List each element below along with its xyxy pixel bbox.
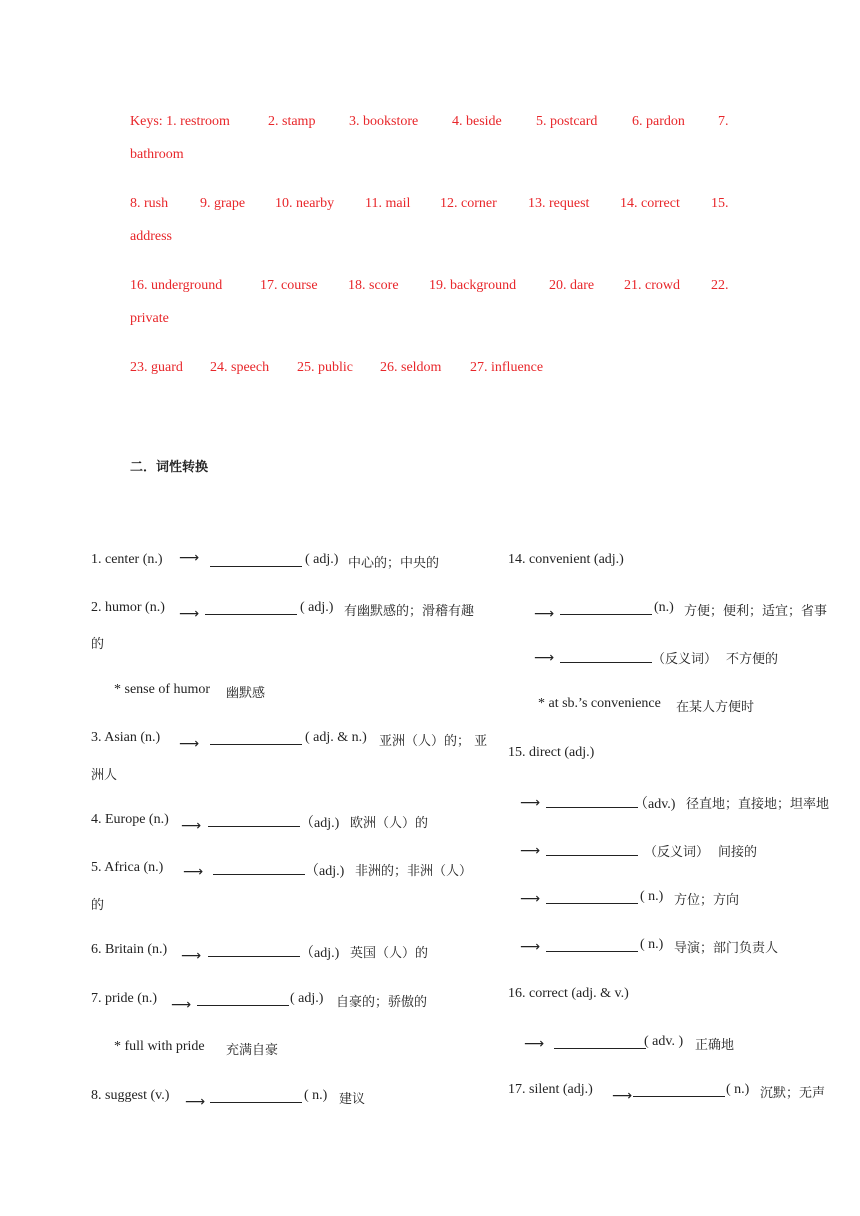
key-item: 25. public	[297, 360, 353, 375]
part-of-speech: （反义词）	[652, 652, 718, 667]
key-item: 18. score	[348, 278, 399, 293]
word: 3. Asian (n.)	[91, 730, 161, 745]
meaning: 导演；部门负责人	[674, 941, 779, 956]
note-meaning: 充满自豪	[226, 1043, 279, 1058]
answer-blank	[546, 891, 638, 904]
answer-blank	[208, 814, 300, 827]
answer-blank	[205, 602, 297, 615]
item-1	[91, 550, 440, 571]
part-of-speech: ( n.)	[304, 1088, 328, 1103]
key-item: 17. course	[260, 278, 318, 293]
answer-blank	[546, 939, 638, 952]
key-item: 4. beside	[452, 114, 502, 129]
key-item: 20. dare	[549, 278, 595, 293]
word: 2. humor (n.)	[91, 600, 165, 615]
key-item: 3. bookstore	[349, 114, 419, 129]
meaning-continued: 的	[91, 637, 105, 652]
arrow-icon: ⟶	[179, 606, 200, 622]
part-of-speech: ( n.)	[726, 1082, 750, 1097]
item-3	[91, 730, 488, 752]
key-item: 2. stamp	[268, 114, 316, 129]
meaning: 中心的；中央的	[348, 556, 440, 571]
item-5	[91, 860, 473, 880]
part-of-speech: （adj.)	[300, 816, 340, 831]
answer-blank	[208, 944, 300, 957]
item-2	[91, 600, 475, 622]
meaning: 欧洲（人）的	[350, 816, 429, 831]
item-8	[91, 1088, 366, 1110]
key-item: address	[130, 229, 172, 244]
answer-blank	[210, 1090, 302, 1103]
part-of-speech: （反义词）	[644, 845, 710, 860]
meaning: 方位；方向	[674, 893, 740, 908]
word: 4. Europe (n.)	[91, 812, 169, 827]
key-item: 5. postcard	[536, 114, 598, 129]
arrow-icon: ⟶	[520, 891, 541, 907]
part-of-speech: ( adj.)	[300, 600, 334, 615]
item-7	[91, 991, 428, 1013]
arrow-icon: ⟶	[534, 650, 555, 666]
answer-blank	[213, 862, 305, 875]
meaning: 自豪的；骄傲的	[336, 995, 428, 1010]
arrow-icon: ⟶	[179, 550, 200, 566]
key-item: 10. nearby	[275, 196, 335, 211]
item-6	[91, 942, 429, 964]
answer-blank	[210, 732, 302, 745]
item-17	[508, 1082, 826, 1104]
key-item: 13. request	[528, 196, 590, 211]
meaning: 间接的	[718, 845, 758, 860]
item-15: 15. direct (adj.)	[508, 745, 595, 760]
section-title: 二．词性转换	[130, 460, 209, 475]
word: 1. center (n.)	[91, 552, 163, 567]
key-item: bathroom	[130, 147, 184, 162]
part-of-speech: (n.)	[654, 600, 674, 615]
item-4	[91, 812, 429, 834]
key-item: 26. seldom	[380, 360, 442, 375]
meaning: 方便；便利；适宜；省事	[684, 604, 828, 619]
answer-blank	[560, 602, 652, 615]
meaning: 亚洲（人）的； 亚	[379, 734, 488, 749]
key-item: 12. corner	[440, 196, 497, 211]
note-text: * at sb.’s convenience	[538, 696, 661, 711]
key-item: 19. background	[429, 278, 517, 293]
part-of-speech: ( adj.)	[305, 552, 339, 567]
meaning-continued: 的	[91, 898, 105, 913]
meaning: 不方便的	[726, 652, 779, 667]
note-meaning: 在某人方便时	[676, 700, 755, 715]
key-item: 6. pardon	[632, 114, 685, 129]
answer-blank	[546, 795, 638, 808]
key-item: 22.	[711, 278, 729, 293]
note-pride	[114, 1039, 279, 1058]
word: 6. Britain (n.)	[91, 942, 168, 957]
key-item: 9. grape	[200, 196, 246, 211]
item-14: 14. convenient (adj.)	[508, 552, 624, 567]
key-item: Keys: 1. restroom	[130, 114, 230, 129]
word: 8. suggest (v.)	[91, 1088, 170, 1103]
answer-blank	[210, 554, 302, 567]
arrow-icon: ⟶	[520, 843, 541, 859]
arrow-icon: ⟶	[183, 864, 204, 880]
arrow-icon: ⟶	[181, 948, 202, 964]
meaning: 英国（人）的	[350, 946, 429, 961]
note-humor	[114, 682, 266, 701]
key-item: 8. rush	[130, 196, 169, 211]
key-item: 15.	[711, 196, 729, 211]
part-of-speech: （adv.)	[634, 797, 676, 812]
part-of-speech: （adj.)	[305, 864, 345, 879]
meaning: 沉默；无声	[760, 1086, 826, 1101]
note-text: * sense of humor	[114, 682, 211, 697]
key-item: 23. guard	[130, 360, 183, 375]
arrow-icon: ⟶	[612, 1088, 633, 1104]
answer-blank	[560, 650, 652, 663]
meaning: 有幽默感的；滑稽有趣	[344, 604, 475, 619]
key-item: 14. correct	[620, 196, 680, 211]
note-text: * full with pride	[114, 1039, 205, 1054]
meaning: 径直地；直接地；坦率地	[686, 797, 830, 812]
answer-blank	[554, 1036, 646, 1049]
part-of-speech: ( adv. )	[644, 1034, 684, 1049]
answer-blank	[197, 993, 289, 1006]
answer-blank	[546, 843, 638, 856]
item-16: 16. correct (adj. & v.)	[508, 986, 629, 1001]
arrow-icon: ⟶	[179, 736, 200, 752]
key-item: 24. speech	[210, 360, 270, 375]
key-item: private	[130, 311, 169, 326]
key-item: 11. mail	[365, 196, 411, 211]
meaning: 建议	[339, 1092, 366, 1107]
part-of-speech: ( adj. & n.)	[305, 730, 367, 745]
meaning: 非洲的；非洲（人）	[355, 864, 473, 879]
meaning: 正确地	[695, 1038, 735, 1053]
part-of-speech: （adj.)	[300, 946, 340, 961]
key-item: 27. influence	[470, 360, 544, 375]
arrow-icon: ⟶	[181, 818, 202, 834]
arrow-icon: ⟶	[171, 997, 192, 1013]
meaning-continued: 洲人	[91, 768, 118, 783]
note-convenience	[538, 696, 755, 715]
word: 7. pride (n.)	[91, 991, 158, 1006]
part-of-speech: ( n.)	[640, 889, 664, 904]
arrow-icon: ⟶	[520, 939, 541, 955]
arrow-icon: ⟶	[185, 1094, 206, 1110]
arrow-icon: ⟶	[524, 1036, 545, 1052]
key-item: 7.	[718, 114, 729, 129]
arrow-icon: ⟶	[534, 606, 555, 622]
note-meaning: 幽默感	[226, 686, 266, 701]
word: 5. Africa (n.)	[91, 860, 164, 875]
answer-blank	[633, 1084, 725, 1097]
part-of-speech: ( n.)	[640, 937, 664, 952]
part-of-speech: ( adj.)	[290, 991, 324, 1006]
word: 17. silent (adj.)	[508, 1082, 593, 1097]
key-item: 16. underground	[130, 278, 223, 293]
arrow-icon: ⟶	[520, 795, 541, 811]
key-item: 21. crowd	[624, 278, 680, 293]
